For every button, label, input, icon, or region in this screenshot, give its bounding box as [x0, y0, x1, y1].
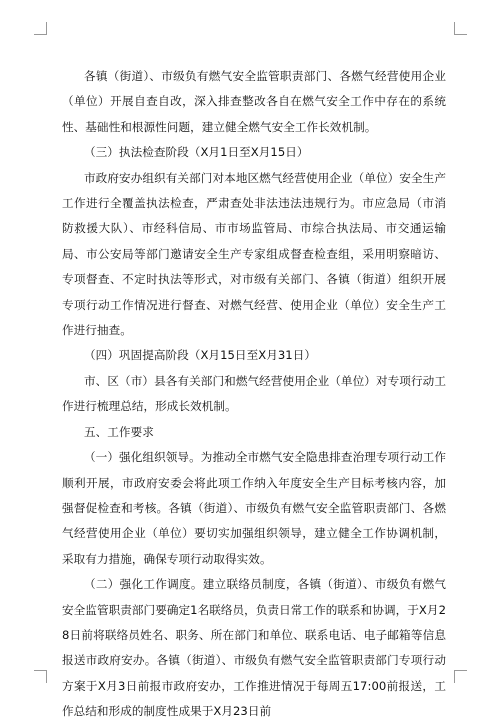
crop-mark-bottom-left: [34, 670, 47, 683]
paragraph-work-scheduling: （二）强化工作调度。建立联络员制度，各镇（街道）、市级负有燃气安全监管职责部门要确定1名联络员，负责日常工作的联系和协调，于X月28日前将联络员姓名、职务、所在部门和单位、联系电话、电子邮箱等信息报送市政府安办。各镇（街道）、市级负有燃气安全监管职责部门专项行动方案于X月3日前报市政府安办，工作推进情况于每周五17:00前报送，工作总结和形成的制度性成果于X月23日前: [62, 577, 446, 719]
heading-consolidation-stage: （四）巩固提高阶段（X月15日至X月31日）: [84, 348, 316, 363]
crop-mark-bottom-right: [454, 670, 467, 683]
document-body: [62, 64, 446, 725]
paragraph-self-inspection: 各镇（街道）、市级负有燃气安全监管职责部门、各燃气经营使用企业（单位）开展自查自改，深入排查整改各自在燃气安全工作中存在的系统性、基础性和根源性问题，建立健全燃气安全工作长效机制。: [62, 69, 446, 134]
paragraph-enforcement: 市政府安办组织有关部门对本地区燃气经营使用企业（单位）安全生产工作进行全覆盖执法检查，严肃查处非法违法违规行为。市应急局（市消防救援大队）、市经科信局、市市场监管局、市综合执法局、市交通运输局、市公安局等部门邀请安全生产专家组成督查检查组，采用明察暗访、专项督查、不定时执法等形式，对市级有关部门、各镇（街道）组织开展专项行动工作情况进行督查、对燃气经营、使用企业（单位）安全生产工作进行抽查。: [62, 170, 446, 338]
crop-mark-top-right: [454, 22, 467, 35]
heading-work-requirements: 五、工作要求: [84, 424, 154, 439]
crop-mark-top-left: [34, 22, 47, 35]
paragraph-organization-leadership: （一）强化组织领导。为推动全市燃气安全隐患排查治理专项行动工作顺利开展，市政府安委会将此项工作纳入年度安全生产目标考核内容，加强督促检查和考核。各镇（街道）、市级负有燃气安全监管职责部门、各燃气经营使用企业（单位）要切实加强组织领导，建立健全工作协调机制，采取有力措施，确保专项行动取得实效。: [62, 450, 446, 566]
heading-enforcement-stage: （三）执法检查阶段（X月1日至X月15日）: [84, 145, 309, 160]
paragraph-consolidation: 市、区（市）县各有关部门和燃气经营使用企业（单位）对专项行动工作进行梳理总结，形成长效机制。: [62, 373, 446, 414]
